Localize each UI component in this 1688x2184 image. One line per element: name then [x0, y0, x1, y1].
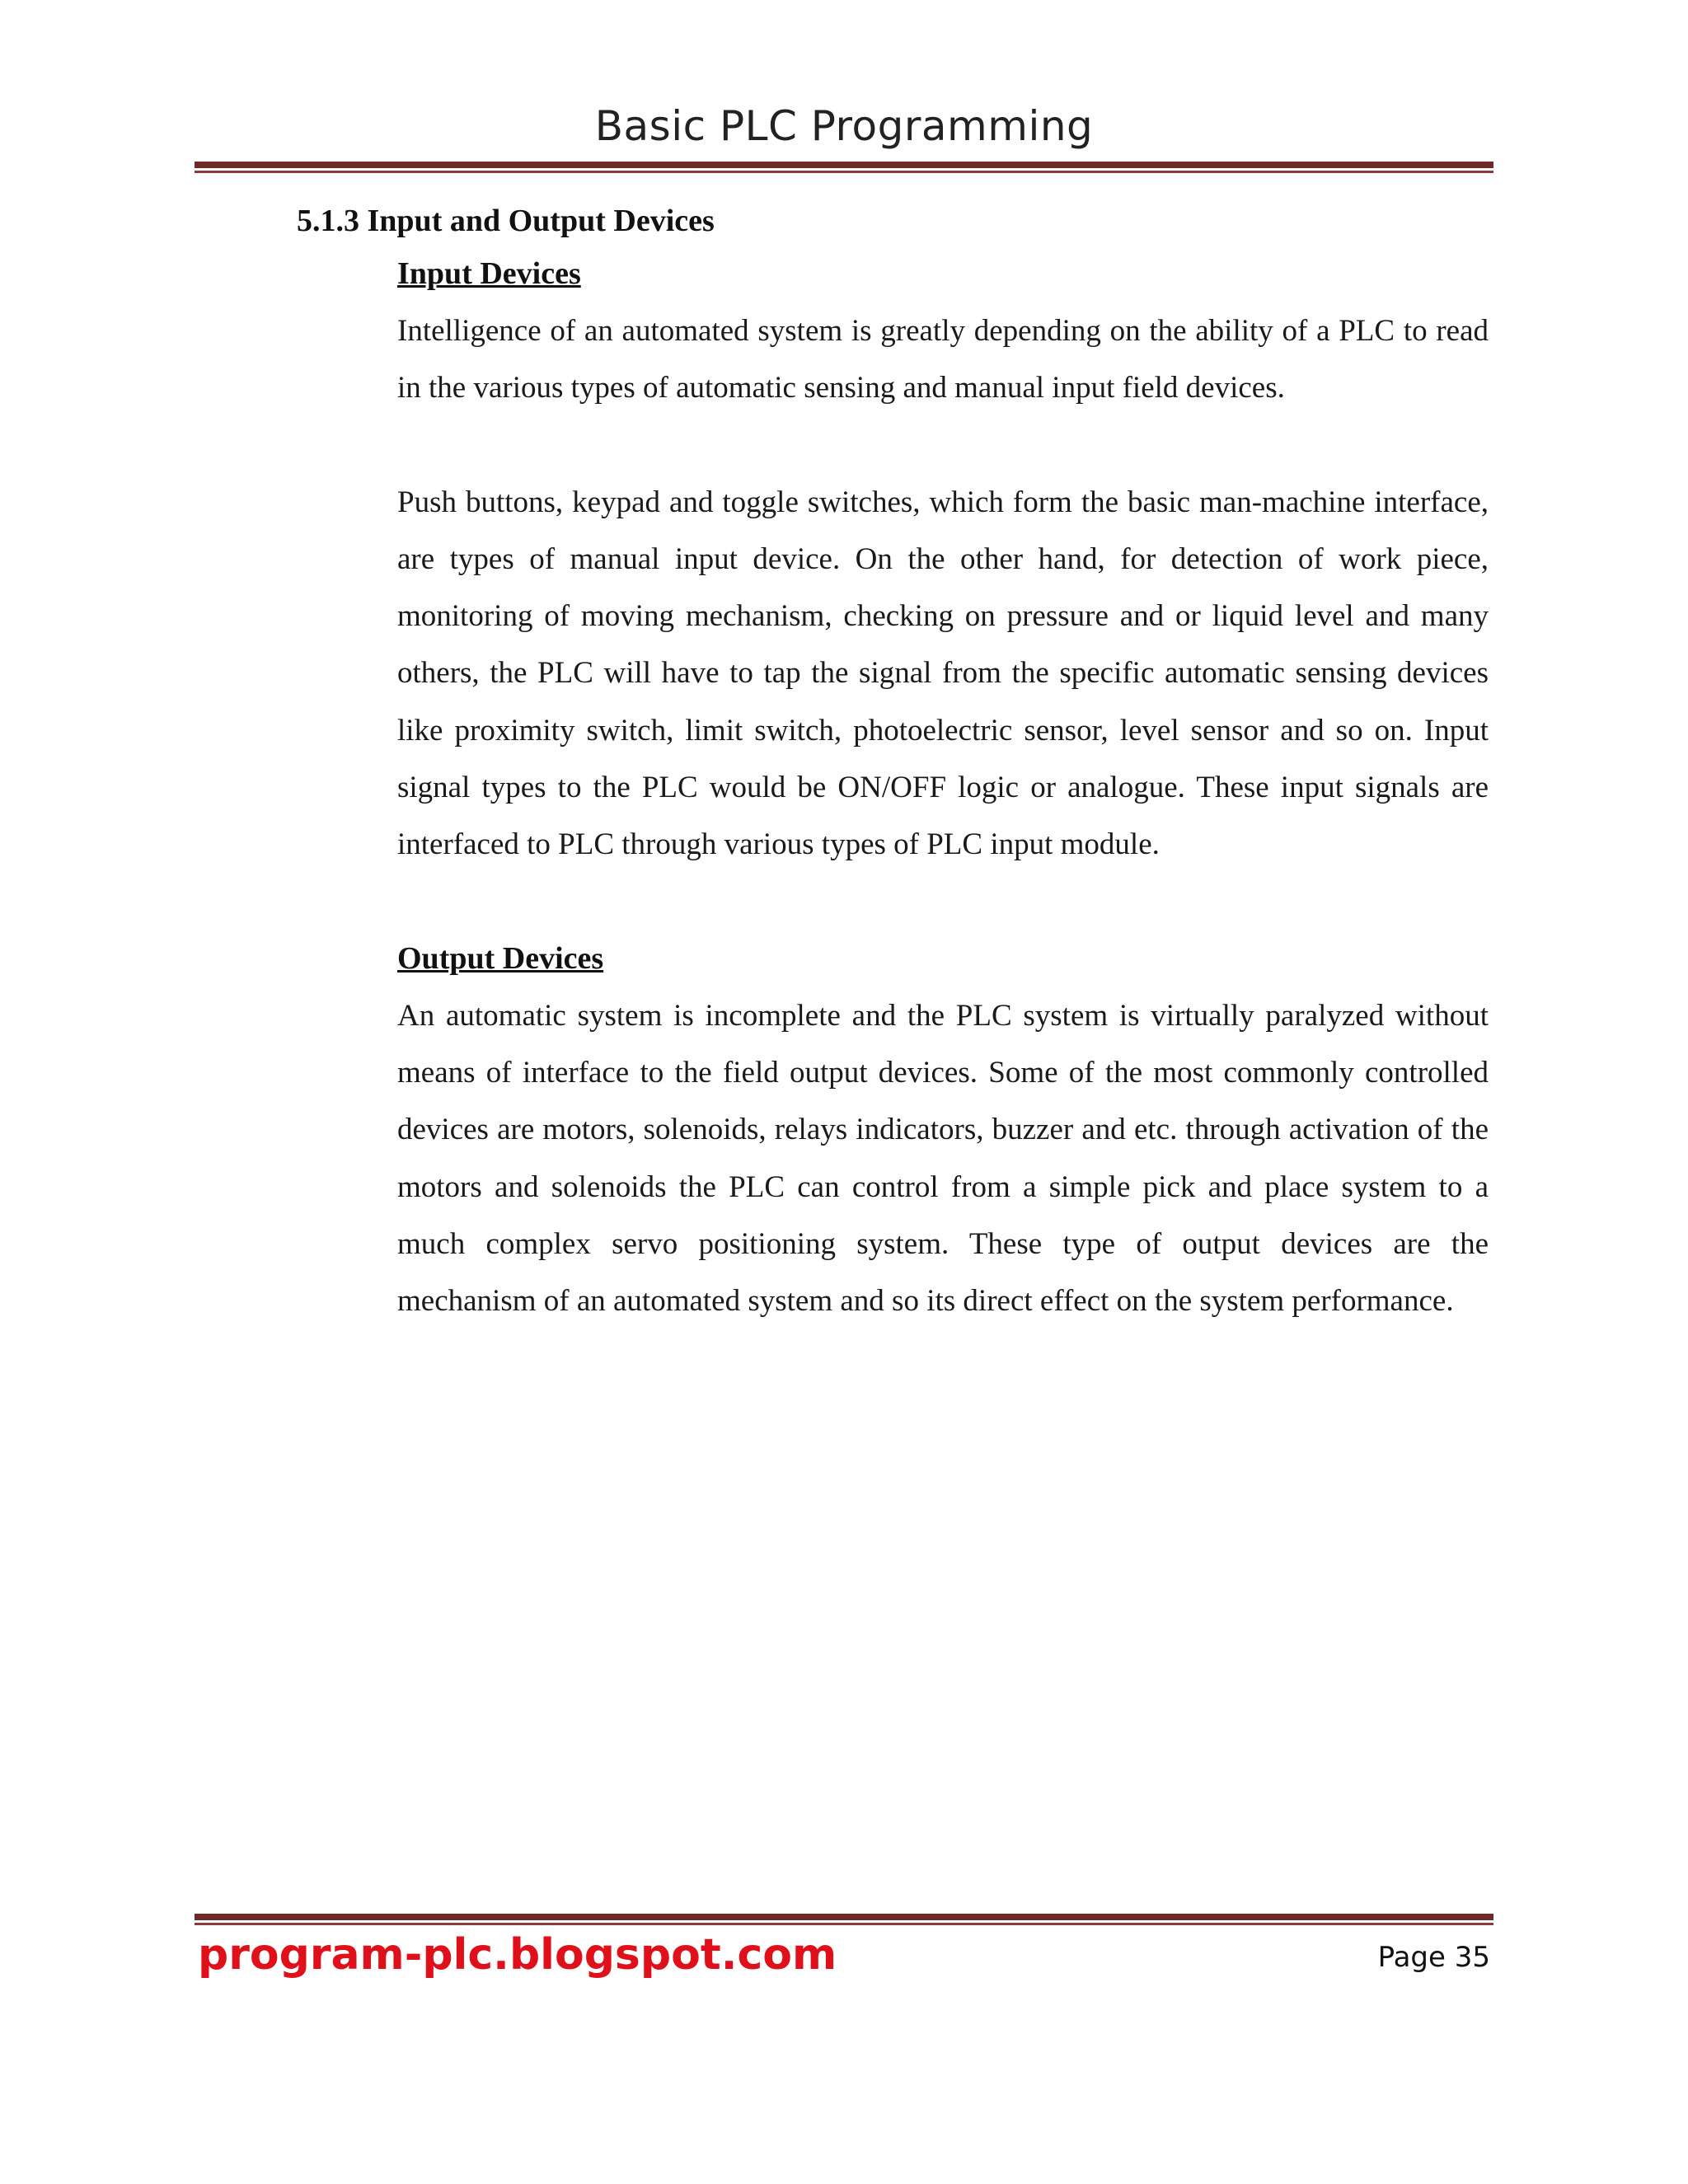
footer-site-link[interactable]: program-plc.blogspot.com — [198, 1930, 837, 1980]
input-devices-section — [397, 246, 1489, 930]
page-content — [297, 196, 1489, 1329]
output-devices-section — [397, 930, 1489, 1330]
page-header-title: Basic PLC Programming — [594, 102, 1094, 150]
header-divider — [195, 162, 1493, 173]
page-number: Page 35 — [1377, 1941, 1490, 1974]
input-devices-paragraph-1: Intelligence of an automated system is greatly depending on the ability of a PLC to read in the various types of automatic sensing and manual input field devices. — [397, 314, 1489, 405]
section-title: 5.1.3 Input and Output Devices — [297, 204, 715, 238]
footer-divider — [195, 1914, 1493, 1925]
output-devices-heading: Output Devices — [397, 940, 604, 976]
input-devices-paragraph-2: Push buttons, keypad and toggle switches, which form the basic man-machine interface, are types of manual input device. On the other hand, for detection of work piece, monitoring of moving mechanism, checking on pressure and or liquid level and many others, the PLC will have to tap the signal from the specific automatic sensing devices like proximity switch, limit switch, photoelectric sensor, level sensor and so on. Input signal types to the PLC would be ON/OFF logic or analogue. These input signals are interfaced to PLC through various types of PLC input module. — [397, 485, 1489, 862]
output-devices-paragraph-1: An automatic system is incomplete and the PLC system is virtually paralyzed without means of interface to the field output devices. Some of the most commonly controlled devices are motors, solenoids, relays indicators, buzzer and etc. through activation of the motors and solenoids the PLC can control from a simple pick and place system to a much complex servo positioning system. These type of output devices are the mechanism of an automated system and so its direct effect on the system performance. — [397, 998, 1489, 1319]
input-devices-heading: Input Devices — [397, 256, 581, 291]
